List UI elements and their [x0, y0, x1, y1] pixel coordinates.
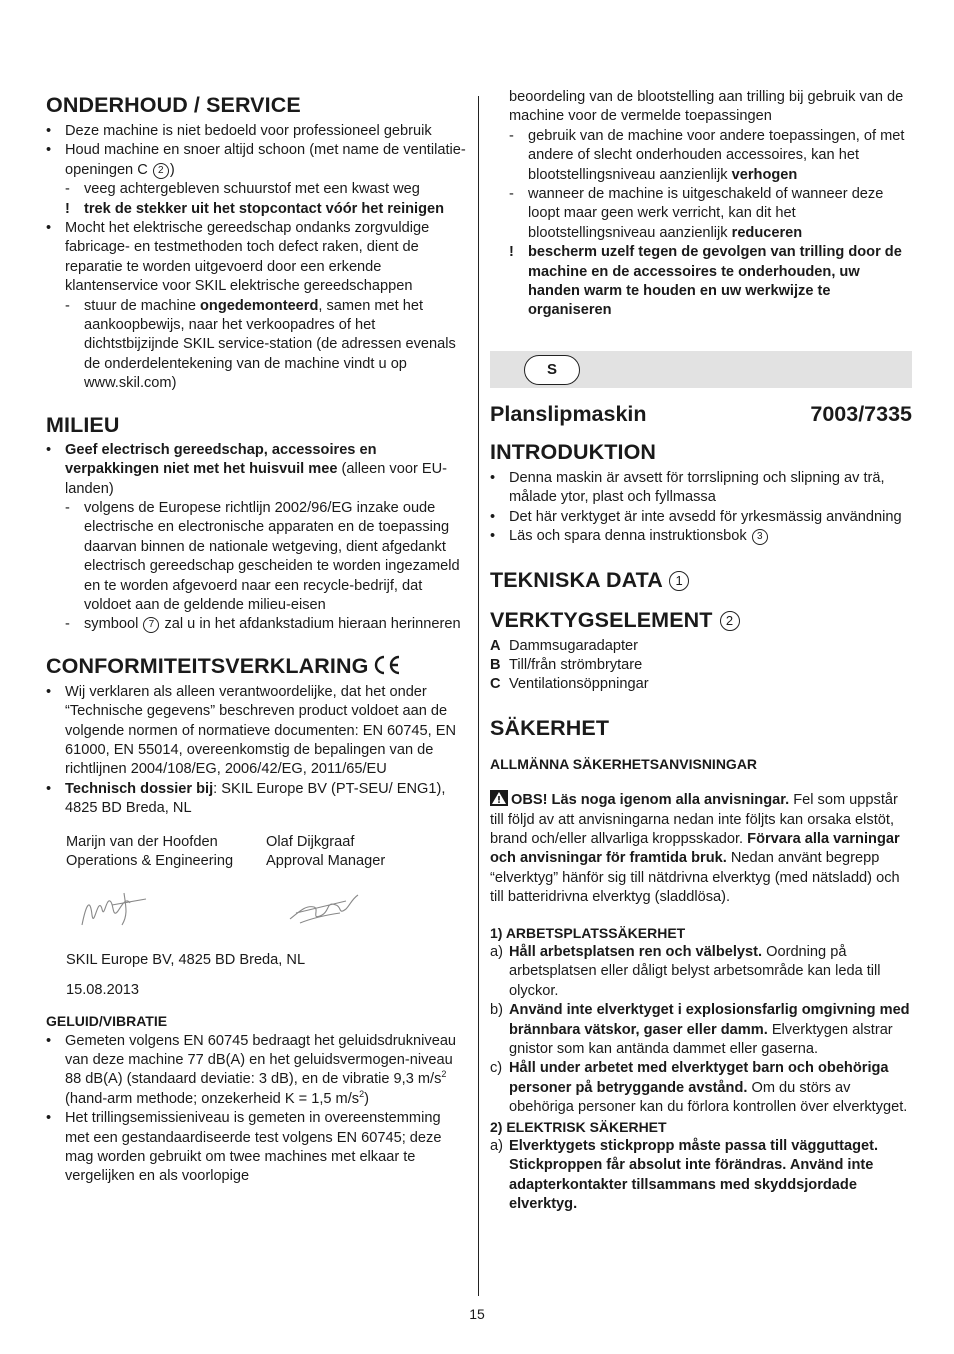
signatory-role: Operations & Engineering — [66, 853, 234, 869]
warning-item: ! trek de stekker uit het stopcontact vóór het reinigen — [65, 200, 445, 217]
list-item: - veeg achtergebleven schuurstof met een kwast weg — [65, 181, 420, 198]
list-item: - stuur de machine ongedemonteerd, samen met het aankoopbewijs, naar het verkoopadres of het dichtstbijzijnde SKIL service-station (de adressen evenals de onderdelentekening van de machine vindt u op www.skil.com) — [65, 297, 456, 392]
subsection-title-geluid: GELUID/VIBRATIE — [46, 1013, 168, 1030]
subsection-title: 1) ARBETSPLATSSÄKERHET — [490, 924, 686, 941]
ce-mark-icon — [372, 655, 402, 675]
product-line — [490, 401, 912, 427]
list-item: C Ventilationsöppningar — [490, 676, 649, 693]
section-title-conformiteit: CONFORMITEITSVERKLARING — [46, 653, 466, 679]
list-item: • Denna maskin är avsett för torrslipning och slipning av trä, målade ytor, plast och fyllmassa — [490, 469, 885, 506]
signatories — [66, 833, 466, 872]
left-column — [46, 88, 466, 1187]
list-item: - volgens de Europese richtlijn 2002/96/EG inzake oude electrische en electronische apparaten en de toepassing daarvan binnen de nationale wetgeving, dient afgedankt electrisch gereedschap gescheiden te worden ingezameld en te worden afgevoerd naar een recycle-bedrijf, dat voldoet aan de geldende milieu-eisen — [65, 499, 460, 613]
section-title-milieu: MILIEU — [46, 412, 120, 437]
page-number: 15 — [469, 1306, 485, 1322]
signatory-name: Marijn van der Hoofden — [66, 833, 218, 850]
subsection-title: ALLMÄNNA SÄKERHETSANVISNINGAR — [490, 755, 758, 772]
product-model: 7003/7335 — [810, 401, 912, 426]
list-item: • Det här verktyget är inte avsedd för yrkesmässig användning — [490, 508, 902, 525]
list-item: • Gemeten volgens EN 60745 bedraagt het geluidsdrukniveau van deze machine 77 dB(A) en het geluidsvermogen-niveau 88 dB(A) (standaard deviatie: 3 dB), en de vibratie 9,3 $m/s^2$ (hand-arm methode; onzekerheid K = 1,5 $m/s^2$) — [46, 1032, 457, 1107]
section-title-sakerhet: SÄKERHET — [490, 715, 610, 740]
tool-elements-list — [490, 637, 912, 695]
language-bar — [490, 351, 912, 388]
list-item: • Mocht het elektrische gereedschap ondanks zorgvuldige fabricage- en testmethoden toch defect raken, dient de reparatie te worden uitgevoerd door een erkende klantenservice voor SKIL elektrische gereedschappen — [46, 220, 430, 295]
list-item: • Het trillingsemissieniveau is gemeten in overeenstemming met een gestandaardiseerde test volgens EN 60745; deze mag worden gebruikt om twee machines met elkaar te vergelijken en als voorlopige — [46, 1110, 442, 1185]
figure-ref-icon: 1 — [669, 571, 689, 591]
list-item: a) Elverktygets stickpropp måste passa till vägguttaget. Stickproppen får absolut inte förändras. Använd inte adapterkontakter tillsammans med skyddsjordade elverktyg. — [490, 1138, 879, 1213]
figure-ref-icon: 7 — [143, 617, 159, 633]
warning-item: ! bescherm uzelf tegen de gevolgen van trilling door de machine en de accessoires te onderhouden, uw handen warm te houden en uw werkwijze te organiseren — [509, 244, 902, 319]
figure-ref-icon: 2 — [153, 163, 169, 179]
signature-images — [76, 885, 466, 935]
date: 15.08.2013 — [66, 981, 140, 998]
list-item: • Wij verklaren als alleen verantwoordelijke, dat het onder “Technische gegevens” beschreven product voldoet aan de volgende normen of normatieve documenten: EN 60745, EN 61000, EN 55014, overeenkomstig de bepalingen van de richtlijnen 2004/108/EG, 2006/42/EG, 2011/65/EU — [46, 683, 457, 778]
subsection-title: 2) ELEKTRISK SÄKERHET — [490, 1118, 667, 1135]
right-column — [490, 88, 912, 1215]
section-title-verktyg: VERKTYGSELEMENT 2 — [490, 607, 912, 633]
section-title-introduktion: INTRODUKTION — [490, 439, 657, 464]
signatory-role: Approval Manager — [266, 853, 386, 869]
list-item: • Läs och spara denna instruktionsbok 3 — [490, 527, 912, 546]
signature-1-icon — [76, 885, 156, 935]
list-item: c) Håll under arbetet med elverktyget barn och obehöriga personer på betryggande avstånd. Om du störs av obehöriga personer kan du förlora kontrollen över elverktyget. — [490, 1060, 908, 1116]
language-badge: S — [524, 355, 580, 385]
column-divider — [478, 96, 479, 1296]
list-item: • Geef electrisch gereedschap, accessoires en verpakkingen niet met het huisvuil mee (alleen voor EU-landen) — [46, 441, 447, 497]
company-address: SKIL Europe BV, 4825 BD Breda, NL — [66, 952, 306, 969]
paragraph: beoordeling van de blootstelling aan trilling bij gebruik van de machine voor de vermelde toepassingen — [509, 89, 904, 125]
list-item: • Houd machine en snoer altijd schoon (met name de ventilatie-openingen C 2 ) — [46, 142, 466, 178]
list-item: - gebruik van de machine voor andere toepassingen, of met andere of slecht onderhouden accessoires, kan het blootstellingsniveau aanzienlijk verhogen — [509, 127, 905, 183]
list-item: - wanneer de machine is uitgeschakeld of wanneer deze loopt maar geen werk verricht, kan dit het blootstellingsniveau aanzienlijk reduceren — [509, 186, 884, 241]
signature-2-icon — [286, 885, 366, 930]
warning-triangle-icon — [490, 790, 508, 806]
paragraph: OBS! Läs noga igenom alla anvisningar. Fel som uppstår till följd av att anvisningarna nedan inte följts kan orsaka elstöt, brand och/eller allvarliga kroppsskador. Förvara alla varningar och anvisningar för framtida bruk. Nedan använt begrepp “elverktyg” hänför sig till nätdrivna elverktyg (med nätsladd) och till batteridrivna elverktyg (sladdlösa). — [490, 792, 900, 906]
list-item: • Technisch dossier bij: SKIL Europe BV (PT-SEU/ ENG1), 4825 BD Breda, NL — [46, 780, 446, 817]
list-item: • Deze machine is niet bedoeld voor professioneel gebruik — [46, 123, 432, 139]
signatory-name: Olaf Dijkgraaf — [266, 833, 355, 850]
list-item: - symbool 7 zal u in het afdankstadium hieraan herinneren — [65, 616, 461, 633]
list-item: a) Håll arbetsplatsen ren och välbelyst. Oordning på arbetsplatsen eller dåligt belyst arbetsområde kan leda till olyckor. — [490, 943, 881, 999]
list-item: A Dammsugaradapter — [490, 637, 638, 654]
figure-ref-icon: 2 — [720, 611, 740, 631]
section-title-tekniska: TEKNISKA DATA 1 — [490, 567, 912, 593]
list-item: b) Använd inte elverktyget i explosionsfarlig omgivning med brännbara vätskor, gaser eller damm. Elverktygen alstrar gnistor som kan antända dammet eller gaserna. — [490, 1002, 910, 1057]
list-item: B Till/från strömbrytare — [490, 656, 643, 673]
figure-ref-icon: 3 — [752, 529, 768, 545]
section-title-onderhoud: ONDERHOUD / SERVICE — [46, 93, 301, 117]
product-name: Planslipmaskin — [490, 401, 647, 426]
